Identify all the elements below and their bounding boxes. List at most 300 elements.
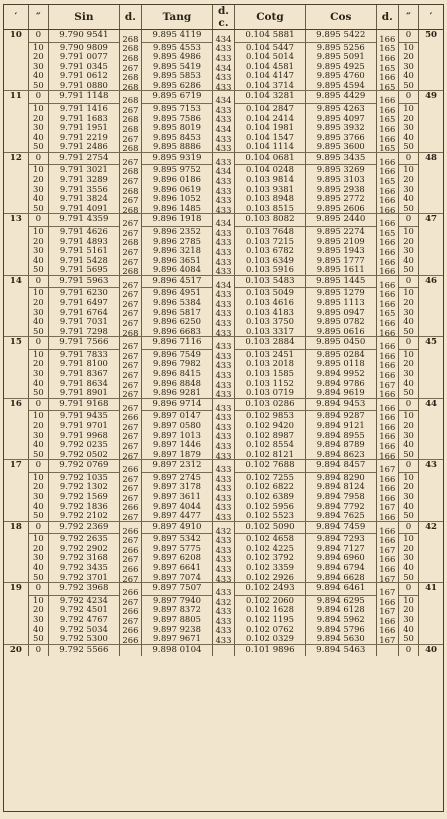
table-row: [4, 214, 443, 275]
common-diff-value: 433: [215, 535, 232, 546]
cotg-value: 0.102 0329: [246, 633, 294, 644]
co-minute-cell: [419, 337, 443, 398]
cotg-value: 0.103 5049: [246, 287, 294, 298]
cos-value: 9.894 7459: [306, 522, 376, 535]
cos-value: 9.894 8124: [316, 481, 365, 492]
diff-value: 166: [379, 256, 396, 267]
cotg-value: 0.103 7215: [246, 235, 294, 246]
seconds-value: 0: [29, 276, 48, 289]
cos-value: 9.895 2440: [306, 214, 376, 227]
cos-value: 9.894 6295: [316, 594, 365, 605]
seconds-value: 20: [33, 112, 44, 123]
tang-value: 9.895 8019: [152, 122, 201, 133]
seconds-value: 0: [29, 399, 48, 412]
seconds-value: 30: [33, 183, 44, 194]
seconds-value: 20: [33, 358, 44, 369]
sin-value: 9.791 1951: [59, 122, 108, 133]
d-cell: [119, 30, 141, 91]
cos-value: 9.895 1777: [316, 254, 365, 265]
table-row: [4, 30, 443, 91]
sin-value: 9.791 4091: [59, 202, 108, 213]
diff-value: 267: [122, 402, 139, 413]
minute-cell: [4, 398, 28, 459]
seconds-value: 20: [33, 481, 44, 492]
seconds-value: 30: [33, 122, 44, 133]
minute-cell: [4, 30, 28, 91]
cos-value: 9.894 9952: [316, 368, 365, 379]
cotg-value: 0.103 0719: [246, 387, 294, 398]
cotg-value: 0.102 0762: [246, 623, 294, 634]
diff-value: 268: [122, 43, 139, 54]
diff-value: 267: [122, 492, 139, 503]
sin-value: 9.791 5695: [59, 264, 108, 275]
diff-value: 267: [122, 308, 139, 319]
cotg-value: 0.104 0681: [235, 153, 305, 166]
common-diff-value: 433: [215, 237, 232, 248]
sin-value: 9.791 8901: [59, 387, 108, 398]
seconds-value: 30: [33, 490, 44, 501]
sin-value: 9.791 3021: [59, 164, 108, 175]
minute-label-cell: [4, 644, 28, 656]
cotg-value: 0.103 0286: [235, 399, 305, 412]
diff-value: 166: [379, 563, 396, 574]
co-minute-cell: [419, 91, 443, 152]
tang-value: 9.896 1052: [152, 193, 201, 204]
tang-value: 9.896 9281: [152, 387, 201, 398]
tang-value: 9.897 4477: [152, 510, 201, 521]
sin-value: 9.791 9168: [49, 399, 119, 412]
common-diff-value: 433: [215, 114, 232, 125]
tang-value: 9.896 1918: [142, 214, 212, 227]
d2-cell: [376, 30, 398, 91]
diff-value: 267: [122, 535, 139, 546]
diff-value: 166: [379, 473, 396, 484]
seconds-cell: [28, 460, 48, 521]
tang-value: 9.897 2745: [152, 471, 201, 482]
sin-value: 9.790 9809: [59, 41, 108, 52]
diff-value: 266: [122, 634, 139, 645]
cos-value: 9.895 4925: [316, 60, 365, 71]
co-minute-label: 43: [425, 460, 438, 471]
cotg-cell: [235, 214, 306, 275]
d2-cell: [376, 214, 398, 275]
seconds-value: 40: [33, 70, 44, 81]
minute-label: 18: [9, 521, 22, 532]
seconds-value: 40: [33, 254, 44, 265]
tang-value: 9.896 3651: [152, 254, 201, 265]
seconds-cell: [28, 275, 48, 336]
diff-value: 166: [379, 318, 396, 329]
diff-value: 266: [122, 412, 139, 423]
diff-value: 268: [122, 81, 139, 92]
co-minute-label: 46: [425, 275, 438, 286]
common-diff-value: 433: [215, 360, 232, 371]
co-seconds-value: 20: [403, 358, 414, 369]
co-seconds-value: 20: [403, 542, 414, 553]
minute-label: 16: [9, 398, 22, 409]
seconds-value: 50: [33, 633, 44, 644]
cos-value: 9.895 5422: [306, 30, 376, 43]
common-diff-value: 433: [215, 563, 232, 574]
seconds-cell: [28, 337, 48, 398]
co-minute-label: 40: [425, 644, 438, 655]
cotg-value: 0.103 2018: [246, 358, 294, 369]
minute-label: 19: [9, 583, 22, 594]
d2-cell: [376, 398, 398, 459]
co-seconds-value: 30: [403, 368, 414, 379]
common-diff-value: 433: [215, 369, 232, 380]
seconds-value: 0: [29, 91, 48, 104]
diff-value: 166: [379, 204, 396, 215]
cotg-value: 0.102 1628: [246, 604, 294, 615]
cos-cell: [305, 521, 376, 582]
tang-value: 9.896 2785: [152, 235, 201, 246]
d2-cell: [376, 460, 398, 521]
header-minutes: ′: [4, 5, 28, 30]
tang-value: 9.896 0186: [152, 174, 201, 185]
tang-value: 9.896 3218: [152, 245, 201, 256]
diff-value: 267: [122, 62, 139, 73]
diff-value: 268: [122, 143, 139, 154]
common-diff-value: 433: [215, 143, 232, 154]
diff-value: 166: [379, 596, 396, 607]
co-seconds-cell: [398, 521, 418, 582]
tang-value: 9.895 4553: [152, 41, 201, 52]
co-seconds-cell: [398, 214, 418, 275]
seconds-value: 0: [29, 522, 48, 535]
tang-value: 9.895 7586: [152, 112, 201, 123]
diff-value: 267: [122, 133, 139, 144]
common-diff-value: 433: [215, 185, 232, 196]
sin-value: 9.791 8367: [59, 368, 108, 379]
diff-value: 267: [122, 104, 139, 115]
diff-value: 267: [122, 554, 139, 565]
tang-value: 9.897 9238: [152, 623, 201, 634]
tang-value: 9.896 7982: [152, 358, 201, 369]
diff-value: 266: [122, 563, 139, 574]
co-minute-label: 45: [425, 337, 438, 348]
tang-value: 9.897 3178: [152, 481, 201, 492]
common-diff-value: 433: [215, 341, 232, 352]
common-diff-value: 433: [215, 634, 232, 645]
sin-value: 9.791 6764: [59, 306, 108, 317]
cos-value: 9.894 7293: [316, 533, 365, 544]
table-row: [4, 398, 443, 459]
diff-value: 166: [379, 512, 396, 523]
sin-value: 9.791 6230: [59, 287, 108, 298]
diff-value: 165: [379, 308, 396, 319]
cos-value: 9.895 0450: [306, 337, 376, 350]
cotg-value: 0.102 8121: [246, 448, 294, 459]
co-seconds-value: 50: [403, 633, 414, 644]
cos-value: 9.895 3435: [306, 153, 376, 166]
common-diff-value: 433: [215, 195, 232, 206]
co-seconds-value: 30: [403, 552, 414, 563]
cotg-value: 0.102 9420: [246, 419, 294, 430]
diff-value: 166: [379, 156, 396, 167]
common-diff-value: 433: [215, 625, 232, 636]
sin-cell: [48, 275, 119, 336]
common-diff-value: 433: [215, 402, 232, 413]
diff-value: 167: [379, 634, 396, 645]
minute-cell: [4, 337, 28, 398]
tang-value: 9.896 8415: [152, 368, 201, 379]
tang-value: 9.897 1013: [152, 429, 201, 440]
sin-value: 9.791 1148: [49, 91, 119, 104]
d-cell: [119, 152, 141, 213]
common-diff-value: 433: [215, 379, 232, 390]
co-minute-cell: [419, 275, 443, 336]
tang-value: 9.895 9319: [142, 153, 212, 166]
seconds-value: 50: [33, 202, 44, 213]
co-seconds-value: 20: [403, 296, 414, 307]
diff-value: 166: [379, 525, 396, 536]
tang-value: 9.897 8805: [152, 613, 201, 624]
seconds-cell: [28, 583, 48, 644]
cos-value: 9.894 9453: [306, 399, 376, 412]
minute-label: 12: [9, 152, 22, 163]
cos-value: 9.895 3766: [316, 131, 365, 142]
common-diff-value: 434: [215, 279, 232, 290]
tang-value: 9.897 2312: [142, 460, 212, 473]
sin-value: 9.792 5300: [59, 633, 108, 644]
co-seconds-cell: [398, 460, 418, 521]
co-seconds-value: 40: [403, 500, 414, 511]
sin-value: 9.792 0502: [59, 448, 108, 459]
co-minute-cell: [419, 152, 443, 213]
cotg-cell: [235, 460, 306, 521]
sin-value: 9.791 5963: [49, 276, 119, 289]
co-seconds-value: 30: [403, 122, 414, 133]
cotg-cell: [235, 398, 306, 459]
sin-value: 9.791 7031: [59, 316, 108, 327]
co-seconds-value: 50: [403, 264, 414, 275]
seconds-value: 50: [33, 571, 44, 582]
cos-value: 9.895 3932: [316, 122, 365, 133]
diff-value: 167: [379, 573, 396, 584]
co-seconds-value: 30: [403, 490, 414, 501]
diff-value: 267: [122, 246, 139, 257]
dc-cell: [212, 337, 234, 398]
cotg-value: 0.103 4616: [246, 296, 294, 307]
diff-value: 268: [122, 33, 139, 44]
empty-cell: [376, 644, 398, 656]
sin-value: 9.792 3168: [59, 552, 108, 563]
tang-cell: [142, 30, 213, 91]
cos-value: 9.895 2109: [316, 235, 365, 246]
cos-value: 9.895 3103: [316, 174, 365, 185]
cos-value: 9.895 1611: [316, 264, 365, 275]
common-diff-value: 433: [215, 43, 232, 54]
empty-cell: [212, 644, 234, 656]
seconds-value: 0: [35, 644, 42, 655]
diff-value: 268: [122, 266, 139, 277]
d-cell: [119, 521, 141, 582]
co-seconds-value: 50: [403, 387, 414, 398]
sin-value: 9.792 1035: [59, 471, 108, 482]
d-cell: [119, 275, 141, 336]
diff-value: 166: [379, 483, 396, 494]
cos-value: 9.895 0947: [316, 306, 365, 317]
d2-cell: [376, 521, 398, 582]
co-minute-label: 44: [425, 398, 438, 409]
diff-value: 267: [122, 440, 139, 451]
seconds-cell: [28, 398, 48, 459]
co-seconds-value: 40: [403, 70, 414, 81]
common-diff-value: 433: [215, 204, 232, 215]
cotg-value: 0.102 3792: [246, 552, 294, 563]
diff-value: 166: [379, 246, 396, 257]
common-diff-value: 433: [215, 298, 232, 309]
diff-value: 267: [122, 512, 139, 523]
cotg-cell: [235, 521, 306, 582]
diff-value: 267: [122, 298, 139, 309]
cos-value: 9.894 7792: [316, 500, 365, 511]
co-seconds-cell: [398, 337, 418, 398]
co-seconds-value: 10: [403, 471, 414, 482]
cos-value: 9.894 5630: [316, 633, 365, 644]
tang-value: 9.896 6250: [152, 316, 201, 327]
diff-value: 166: [379, 440, 396, 451]
cos-value: 9.895 0616: [316, 325, 365, 336]
d2-cell: [376, 152, 398, 213]
cos-value: 9.894 6128: [316, 604, 365, 615]
empty-line: [377, 645, 398, 657]
diff-value: 165: [379, 62, 396, 73]
cos-value: 9.894 5962: [316, 613, 365, 624]
seconds-cell: [28, 521, 48, 582]
sin-value: 9.791 4626: [59, 225, 108, 236]
diff-value: 267: [122, 596, 139, 607]
minute-label: 20: [9, 644, 22, 655]
seconds-value: 20: [33, 174, 44, 185]
co-minute-label: 42: [425, 521, 438, 532]
co-seconds-value: 40: [403, 562, 414, 573]
cotg-value: 0.102 1195: [246, 613, 294, 624]
cotg-value: 0.104 1981: [246, 122, 294, 133]
co-seconds-value: 30: [403, 613, 414, 624]
cos-value: 9.894 5463: [316, 644, 366, 655]
co-seconds-cell: [398, 583, 418, 644]
sin-value: 9.791 0612: [59, 70, 108, 81]
cotg-value: 0.104 3714: [246, 79, 294, 90]
co-seconds-value: 10: [403, 348, 414, 359]
common-diff-value: 433: [215, 227, 232, 238]
cotg-value: 0.102 2493: [235, 583, 305, 596]
diff-value: 166: [379, 431, 396, 442]
cotg-value: 0.104 1114: [246, 141, 294, 152]
diff-value: 166: [379, 492, 396, 503]
seconds-cell: [28, 152, 48, 213]
seconds-value: 50: [33, 510, 44, 521]
cotg-value: 0.104 2847: [246, 102, 294, 113]
cotg-value: 0.104 0248: [246, 164, 294, 175]
tang-value: 9.897 1879: [152, 448, 201, 459]
seconds-value: 10: [33, 471, 44, 482]
dc-cell: [212, 214, 234, 275]
co-seconds-value: 20: [403, 604, 414, 615]
co-seconds-value: 50: [403, 510, 414, 521]
sin-value: 9.791 9435: [59, 410, 108, 421]
sin-value: 9.792 4501: [59, 604, 108, 615]
seconds-value: 0: [29, 460, 48, 473]
tang-value: 9.897 1446: [152, 439, 201, 450]
cos-value: 9.895 1113: [316, 296, 365, 307]
sin-value: 9.792 4234: [59, 594, 108, 605]
diff-value: 266: [122, 625, 139, 636]
common-diff-value: 433: [215, 615, 232, 626]
cos-value: 9.895 0118: [316, 358, 365, 369]
diff-value: 267: [122, 218, 139, 229]
common-diff-value: 433: [215, 308, 232, 319]
trig-table-page: [3, 4, 444, 812]
tang-value: 9.897 8372: [152, 604, 201, 615]
co-seconds-cell: [398, 30, 418, 91]
diff-value: 267: [122, 156, 139, 167]
co-seconds-value: 0: [399, 399, 418, 412]
common-diff-value: 434: [215, 95, 232, 106]
cotg-value: 0.103 4183: [246, 306, 294, 317]
sin-value: 9.791 7298: [59, 325, 108, 336]
diff-value: 166: [379, 350, 396, 361]
table-row: [4, 152, 443, 213]
cotg-value: 0.103 6349: [246, 254, 294, 265]
cotg-value: 0.103 1152: [246, 377, 294, 388]
cos-value: 9.894 8789: [316, 439, 365, 450]
sin-cell: [48, 30, 119, 91]
cotg-value: 0.103 2884: [235, 337, 305, 350]
co-seconds-value: 0: [399, 214, 418, 227]
sin-value: 9.792 4767: [59, 613, 108, 624]
tang-value: 9.896 4517: [142, 276, 212, 289]
d-cell: [119, 460, 141, 521]
tang-cell: [142, 583, 213, 644]
dc-cell: [212, 583, 234, 644]
cos-cell: [305, 275, 376, 336]
diff-value: 267: [122, 195, 139, 206]
sin-value: 9.792 3701: [59, 571, 108, 582]
diff-value: 166: [379, 124, 396, 135]
cotg-value: 0.103 8515: [246, 202, 294, 213]
seconds-value: 0: [29, 583, 48, 596]
diff-value: 267: [122, 379, 139, 390]
d-cell: [119, 583, 141, 644]
tang-cell: [142, 152, 213, 213]
dc-cell: [212, 275, 234, 336]
header-dc: d. c.: [212, 5, 234, 30]
seconds-value: 0: [29, 153, 48, 166]
seconds-value: 40: [33, 500, 44, 511]
diff-value: 166: [379, 450, 396, 461]
diff-value: 167: [379, 502, 396, 513]
cos-value: 9.894 6461: [306, 583, 376, 596]
diff-value: 165: [379, 175, 396, 186]
co-seconds-value: 0: [399, 337, 418, 350]
tang-value: 9.897 4910: [142, 522, 212, 535]
table-body: [4, 30, 443, 657]
tang-value: 9.896 0619: [152, 183, 201, 194]
co-minute-label-cell: [419, 644, 443, 656]
cotg-value: 0.103 7648: [246, 225, 294, 236]
minute-cell: [4, 214, 28, 275]
diff-value: 267: [122, 227, 139, 238]
sin-value: 9.791 6497: [59, 296, 108, 307]
diff-value: 166: [379, 195, 396, 206]
seconds-value: 0: [29, 337, 48, 350]
seconds-value: 40: [33, 623, 44, 634]
header-cos: Cos: [305, 5, 376, 30]
diff-value: 267: [122, 360, 139, 371]
